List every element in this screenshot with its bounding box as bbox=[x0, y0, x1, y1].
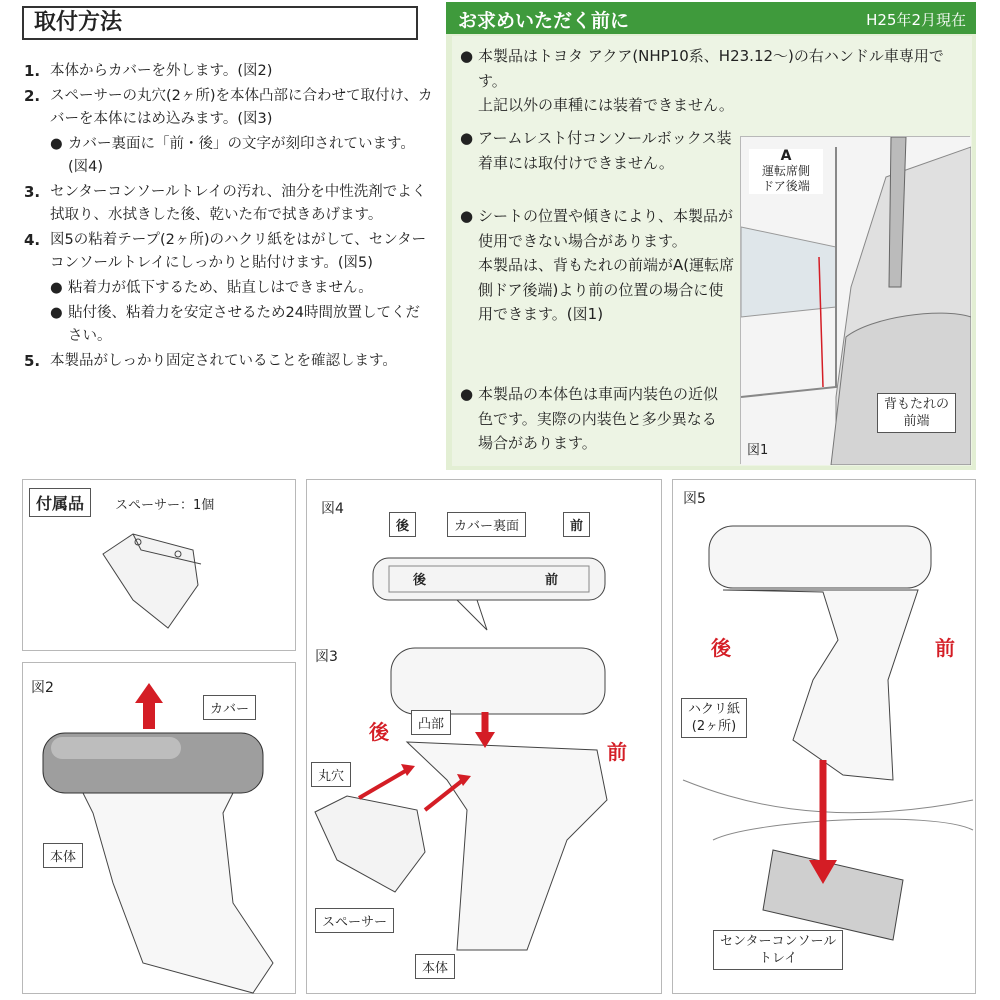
notice-text: 本製品はトヨタ アクア(NHP10系、H23.12〜)の右ハンドル車専用です。 上記以外の車種には装着できません。 bbox=[478, 47, 944, 114]
step-text: センターコンソールトレイの汚れ、油分を中性洗剤でよく拭取り、水拭きした後、乾いた布で拭きあげます。 bbox=[50, 184, 427, 223]
note-text: 粘着力が低下するため、貼直しはできません。 bbox=[68, 280, 373, 296]
fig5-label: 図5 bbox=[683, 491, 706, 507]
fig2-label: 図2 bbox=[31, 680, 54, 696]
step-2-note bbox=[24, 133, 434, 179]
fig5-back-label: 後 bbox=[711, 636, 731, 660]
a-description: 運転席側 ドア後端 bbox=[761, 164, 810, 193]
install-title: 取付方法 bbox=[22, 6, 418, 40]
fig5-panel bbox=[672, 479, 976, 994]
notice-text: 本製品の本体色は車両内装色の近似色です。実際の内装色と多少異なる場合があります。 bbox=[478, 385, 719, 452]
spacer-illustration bbox=[23, 480, 297, 652]
step-2 bbox=[24, 85, 434, 131]
cover-callout: カバー bbox=[203, 695, 256, 720]
step-number: 2. bbox=[24, 87, 41, 105]
step-number: 5. bbox=[24, 352, 41, 370]
fig1-a-callout bbox=[749, 149, 823, 194]
step-4-note-1 bbox=[24, 277, 434, 300]
a-label: A bbox=[780, 148, 792, 164]
notice-text: アームレスト付コンソールボックス装着車には取付けできません。 bbox=[478, 129, 732, 172]
hole-callout: 丸穴 bbox=[311, 762, 351, 787]
fig1-panel bbox=[740, 136, 970, 464]
fig1-label: 図1 bbox=[747, 443, 769, 458]
bullet: ● bbox=[50, 136, 63, 152]
step-number: 1. bbox=[24, 62, 41, 80]
notice-text: シートの位置や傾きにより、本製品が使用できない場合があります。 本製品は、背もたれの前端がA(運転席側ドア後端)より前の位置の場合に使用できます。(図1) bbox=[478, 207, 735, 323]
fig4-label: 図4 bbox=[321, 501, 344, 517]
accessories-text: スペーサー：1個 bbox=[115, 498, 215, 513]
fig3-fig4-panel bbox=[306, 479, 662, 994]
notice-item-4 bbox=[460, 382, 730, 456]
fig4-back-callout: 後 bbox=[389, 512, 416, 537]
release-paper-callout: ハクリ紙 (2ヶ所) bbox=[681, 698, 747, 738]
step-text: 本製品がしっかり固定されていることを確認します。 bbox=[50, 353, 397, 369]
step-4-note-2 bbox=[24, 302, 434, 348]
bullet: ● bbox=[50, 305, 63, 321]
body-callout: 本体 bbox=[43, 843, 83, 868]
step-text: 図5の粘着テープ(2ヶ所)のハクリ紙をはがして、センターコンソールトレイにしっかりと貼付けます。(図5) bbox=[50, 232, 427, 271]
spacer-callout: スペーサー bbox=[315, 908, 394, 933]
bullet: ● bbox=[460, 129, 474, 147]
notice-item-3 bbox=[460, 204, 736, 327]
boss-callout: 凸部 bbox=[411, 710, 451, 735]
notice-header bbox=[446, 2, 976, 34]
step-text: スペーサーの丸穴(2ヶ所)を本体凸部に合わせて取付け、カバーを本体にはめ込みます。(図3) bbox=[50, 88, 433, 127]
accessories-panel bbox=[22, 479, 296, 651]
bullet: ● bbox=[460, 385, 474, 403]
bullet: ● bbox=[50, 280, 63, 296]
notice-title: お求めいただく前に bbox=[458, 10, 630, 32]
install-steps bbox=[24, 60, 434, 375]
step-number: 3. bbox=[24, 183, 41, 201]
step-5 bbox=[24, 350, 434, 373]
fig3-back-label: 後 bbox=[369, 720, 389, 744]
notice-date: H25年2月現在 bbox=[866, 11, 966, 29]
note-text: 貼付後、粘着力を安定させるため24時間放置してください。 bbox=[68, 305, 420, 344]
fig4-front-callout: 前 bbox=[563, 512, 590, 537]
step-4 bbox=[24, 229, 434, 275]
step-3 bbox=[24, 181, 434, 227]
step-text: 本体からカバーを外します。(図2) bbox=[50, 63, 273, 79]
step-number: 4. bbox=[24, 231, 41, 249]
engraved-back: 後 bbox=[413, 573, 427, 588]
accessories-title: 付属品 bbox=[29, 488, 91, 517]
note-text: カバー裏面に「前・後」の文字が刻印されています。(図4) bbox=[68, 136, 415, 175]
tray-callout: センターコンソール トレイ bbox=[713, 930, 843, 970]
seat-front-callout: 背もたれの 前端 bbox=[877, 393, 956, 433]
fig3-label: 図3 bbox=[315, 649, 338, 665]
notice-item-2 bbox=[460, 126, 736, 175]
cover-back-callout: カバー裏面 bbox=[447, 512, 526, 537]
step-1 bbox=[24, 60, 434, 83]
engraved-front: 前 bbox=[545, 573, 559, 588]
fig3-body-callout: 本体 bbox=[415, 954, 455, 979]
notice-item-1 bbox=[460, 44, 970, 118]
fig3-front-label: 前 bbox=[607, 740, 627, 764]
fig5-front-label: 前 bbox=[935, 636, 955, 660]
bullet: ● bbox=[460, 47, 474, 65]
bullet: ● bbox=[460, 207, 474, 225]
fig2-panel bbox=[22, 662, 296, 994]
